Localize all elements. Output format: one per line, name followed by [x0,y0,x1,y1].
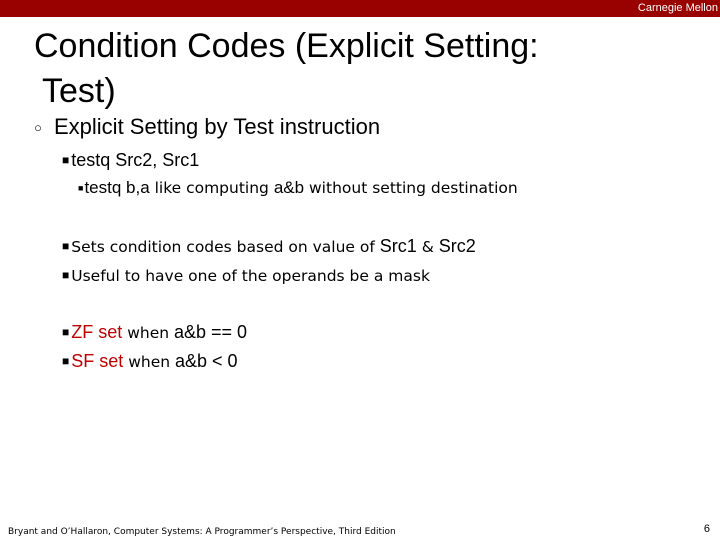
square-bullet-icon: ■ [62,268,70,282]
bullet-heading: Explicit Setting by Test instruction [54,114,381,139]
header-bar [0,0,720,17]
list-item-sf: ■ SF set when a&b < 0 [62,351,238,371]
list-item-zf: ■ ZF set when a&b == 0 [62,322,248,342]
title-line-1: Condition Codes (Explicit Setting: [34,27,539,65]
square-bullet-icon: ■ [62,354,70,368]
brand-label: Carnegie Mellon [637,2,718,14]
page-number: 6 [703,523,710,535]
ring-bullet-icon: ○ [34,120,42,135]
footer-citation: Bryant and O’Hallaron, Computer Systems: A Programmer’s Perspective, Third Edition [8,527,396,537]
list-item-testq-syntax: ■ testq Src2, Src1 [62,150,200,170]
list-item-testq-example: ■testq b,a like computing a&b without setting destination [78,178,518,197]
square-bullet-icon: ■ [78,183,84,193]
square-bullet-icon: ■ [62,239,70,253]
slide-title [34,24,674,114]
list-item-sets-condition-codes: ■ Sets condition codes based on value of Src1 & Src2 [62,236,476,256]
square-bullet-icon: ■ [62,325,70,339]
list-item-mask: ■ Useful to have one of the operands be a mask [62,267,430,285]
title-line-2: Test) [42,72,116,110]
square-bullet-icon: ■ [62,153,70,167]
